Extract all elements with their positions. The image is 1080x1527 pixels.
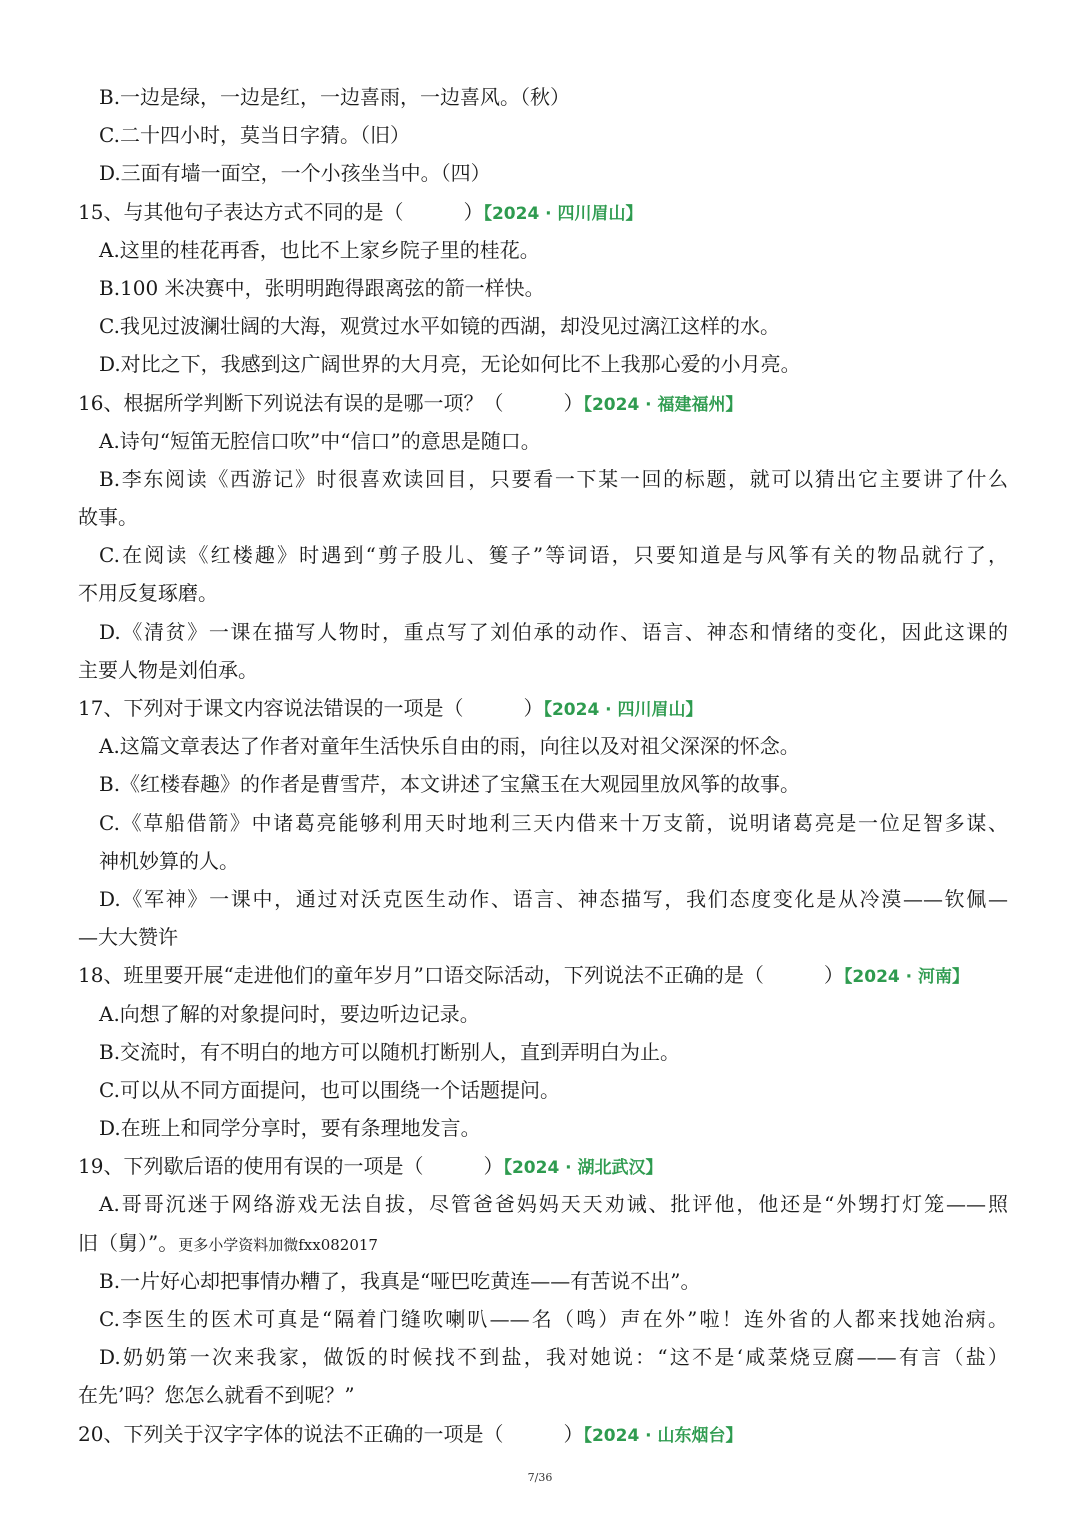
text-line [78,345,1008,383]
line-text: A.哥哥沉迷于网络游戏无法自拔，尽管爸爸妈妈天天劝诫、批评他，他还是“外甥打灯笼——照 [99,1192,1008,1217]
line-text: B.交流时，有不明白的地方可以随机打断别人，直到弄明白为止。 [99,1039,681,1064]
source-tag: 【2024 · 湖北武汉】 [503,1158,663,1179]
text-line [78,1109,1008,1147]
text-line [78,1338,1008,1376]
source-tag: 【2024 · 福建福州】 [583,394,743,415]
question-text [78,78,1008,1453]
line-text: 神机妙算的人。 [99,848,239,873]
line-text: D.对比之下，我感到这广阔世界的大月亮，无论如何比不上我那心爱的小月亮。 [99,352,801,377]
line-text: 16、根据所学判断下列说法有误的是哪一项？（ ） [78,390,584,415]
line-text: B.李东阅读《西游记》时很喜欢读回目，只要看一下某一回的标题，就可以猜出它主要讲了什么 [99,466,1008,491]
question-stem [78,1147,1008,1185]
line-text: A.诗句“短笛无腔信口吹”中“信口”的意思是随口。 [99,428,541,453]
text-line [78,1262,1008,1300]
line-text: 18、班里要开展“走进他们的童年岁月”口语交际活动，下列说法不正确的是（ ） [78,963,844,988]
line-text: 17、下列对于课文内容说法错误的一项是（ ） [78,696,544,720]
line-text: D.奶奶第一次来我家，做饭的时候找不到盐，我对她说：“这不是‘咸菜烧豆腐——有言（盐） [99,1345,1008,1370]
text-line [78,613,1008,651]
question-stem [78,384,1008,422]
text-line [78,78,1008,116]
watermark-note: 更多小学资料加微fxx082017 [178,1235,378,1254]
text-line [78,154,1008,192]
page-number: 7/36 [527,1471,553,1484]
text-line [78,231,1008,269]
line-text: D.三面有墙一面空，一个小孩坐当中。（四） [99,161,491,186]
line-text: C.二十四小时，莫当日字猜。（旧） [99,123,410,148]
line-text: D.在班上和同学分享时，要有条理地发言。 [99,1116,481,1141]
text-line [78,765,1008,803]
line-text: C.我见过波澜壮阔的大海，观赏过水平如镜的西湖，却没见过漓江这样的水。 [99,314,780,339]
source-tag: 【2024 · 河南】 [843,967,970,988]
line-text: C.李医生的医术可真是“隔着门缝吹喇叭——名（鸣）声在外”啦！连外省的人都来找她治病。 [99,1307,1008,1331]
question-stem [78,1415,1008,1453]
line-text: D.《军神》一课中，通过对沃克医生动作、语言、神态描写，我们态度变化是从冷漠——钦佩— [99,886,1008,911]
line-text: —大大赞许 [78,925,178,950]
line-text: B.一片好心却把事情办糟了，我真是“哑巴吃黄连——有苦说不出”。 [99,1268,701,1293]
line-text: 19、下列歇后语的使用有误的一项是（ ） [78,1154,504,1179]
text-line [78,1185,1008,1223]
text-line [78,651,1008,689]
text-line [78,574,1008,612]
text-line [78,1071,1008,1109]
text-line [78,1376,1008,1414]
text-line [78,804,1008,842]
text-line [78,307,1008,345]
source-tag: 【2024 · 四川眉山】 [483,203,643,224]
text-line [78,1300,1008,1338]
text-line [78,918,1008,956]
source-tag: 【2024 · 四川眉山】 [543,700,703,720]
line-text: C.《草船借箭》中诸葛亮能够利用天时地利三天内借来十万支箭，说明诸葛亮是一位足智多谋、 [99,810,1008,835]
line-text: C.在阅读《红楼趣》时遇到“剪子股儿、篗子”等词语，只要知道是与风筝有关的物品就行了， [99,543,1008,568]
text-line [78,536,1008,574]
line-text: 20、下列关于汉字字体的说法不正确的一项是（ ） [78,1421,584,1446]
text-line [78,460,1008,498]
line-text: 故事。 [78,505,138,530]
line-text: B.100 米决赛中，张明明跑得跟离弦的箭一样快。 [99,275,545,300]
line-text: C.可以从不同方面提问，也可以围绕一个话题提问。 [99,1077,560,1102]
line-text: A.这篇文章表达了作者对童年生活快乐自由的雨，向往以及对祖父深深的怀念。 [99,734,800,759]
question-stem [78,956,1008,994]
line-text: D.《清贫》一课在描写人物时，重点写了刘伯承的动作、语言、神态和情绪的变化，因此这课的 [99,619,1008,644]
line-text: 15、与其他句子表达方式不同的是（ ） [78,199,484,224]
line-text: 在先’吗？您怎么就看不到呢？” [78,1383,355,1408]
line-text: 旧（舅）”。 [78,1230,179,1255]
source-tag: 【2024 · 山东烟台】 [583,1425,743,1446]
line-text: B.《红楼春趣》的作者是曹雪芹，本文讲述了宝黛玉在大观园里放风筝的故事。 [99,772,801,797]
text-line [78,498,1008,536]
text-line [78,727,1008,765]
text-line [78,1224,1008,1262]
line-text: 主要人物是刘伯承。 [78,657,258,682]
text-line [78,422,1008,460]
text-line [78,842,1008,880]
line-text: A.向想了解的对象提问时，要边听边记录。 [99,1001,480,1026]
text-line [78,1033,1008,1071]
line-text: B.一边是绿，一边是红，一边喜雨，一边喜风。（秋） [99,85,571,109]
line-text: 不用反复琢磨。 [78,581,218,606]
text-line [78,880,1008,918]
text-line [78,995,1008,1033]
question-stem [78,193,1008,231]
text-line [78,269,1008,307]
question-stem [78,689,1008,727]
line-text: A.这里的桂花再香，也比不上家乡院子里的桂花。 [99,237,540,262]
text-line [78,116,1008,154]
